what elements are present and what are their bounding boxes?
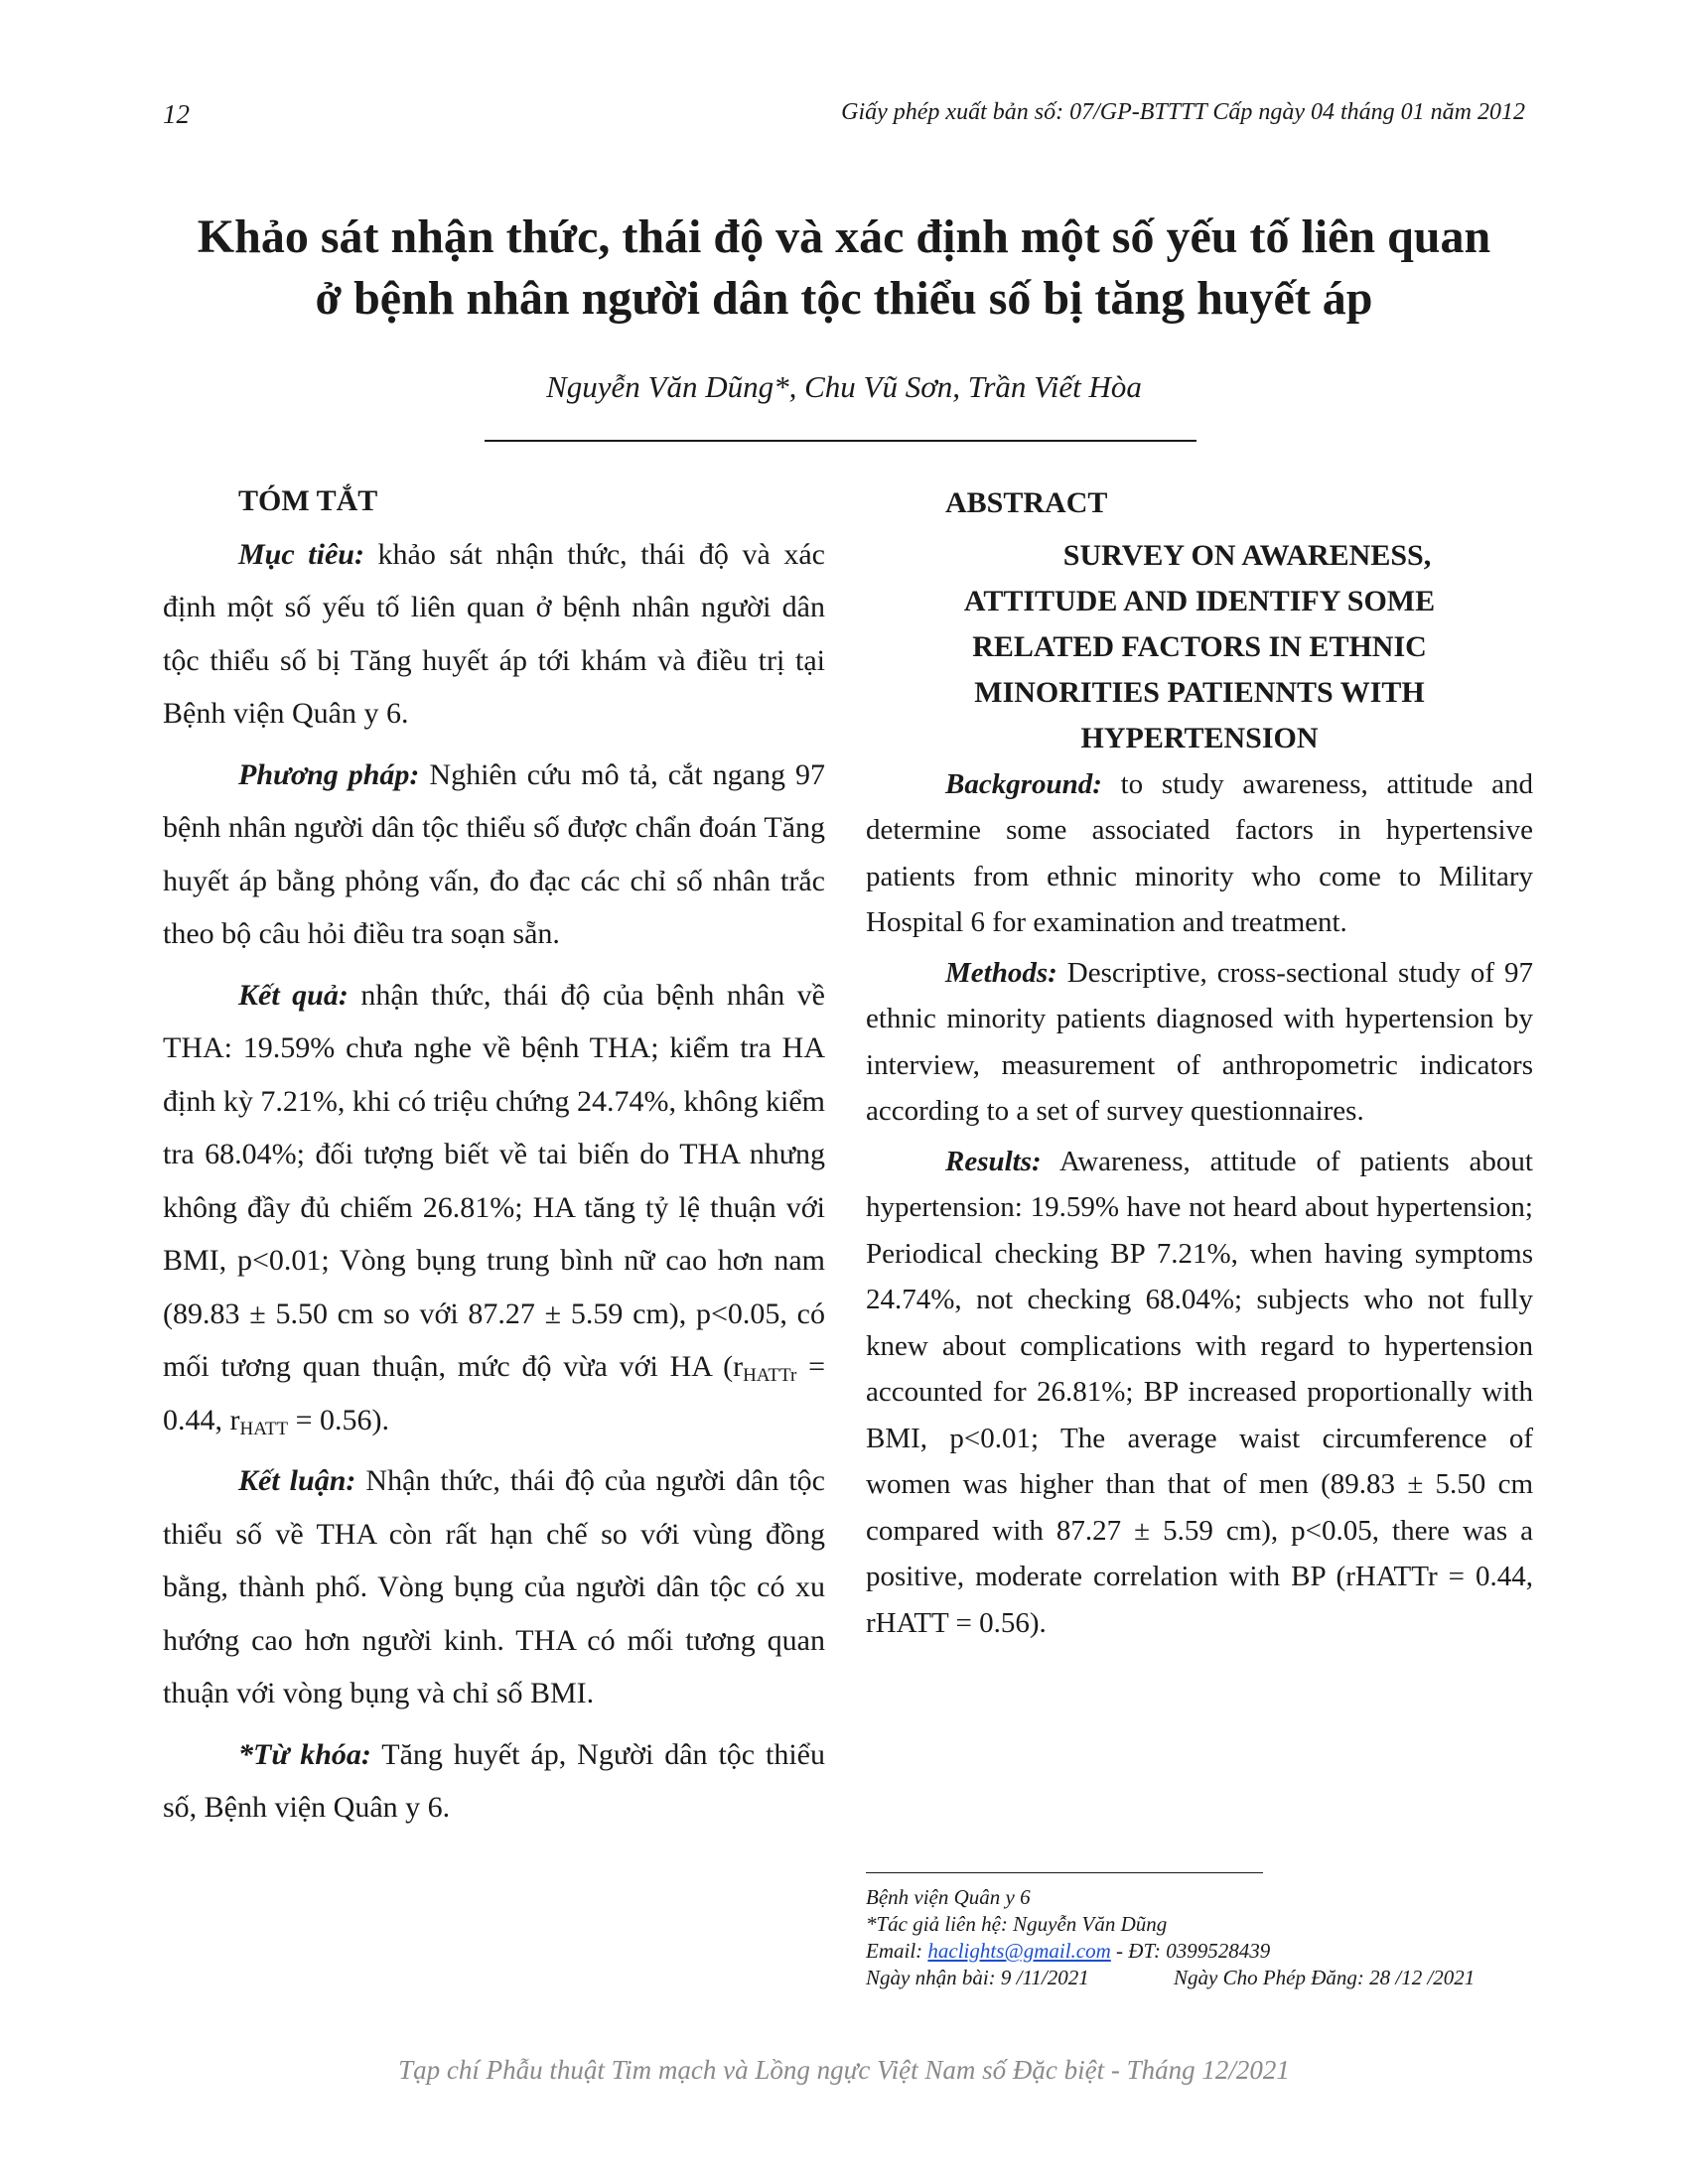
page-number: 12	[163, 99, 190, 129]
objective-label: Mục tiêu:	[238, 537, 364, 571]
footnote-corresponding-author: *Tác giả liên hệ: Nguyễn Văn Dũng	[866, 1912, 1168, 1936]
keywords-text: Tăng huyết áp, Người dân tộc thiểu số, Bệnh viện Quân y 6.	[163, 1737, 825, 1824]
result-subscript-hatt: HATT	[239, 1418, 289, 1439]
footnote-contact	[866, 1938, 1475, 1965]
method-paragraph	[163, 749, 825, 961]
method-label: Phương pháp:	[238, 757, 420, 791]
english-title-line: ATTITUDE AND IDENTIFY SOME	[963, 584, 1436, 617]
method-text: Nghiên cứu mô tả, cắt ngang 97 bệnh nhân người dân tộc thiểu số được chẩn đoán Tăng huyết áp bằng phỏng vấn, đo đạc các chỉ số nhân trắc theo bộ câu hỏi điều tra soạn sẵn.	[163, 757, 825, 950]
footnotes	[866, 1884, 1475, 1991]
methods-paragraph	[866, 950, 1533, 1135]
author-divider	[485, 440, 1196, 442]
phone-text: - ĐT: 0399528439	[1110, 1939, 1271, 1963]
results-paragraph	[866, 1139, 1533, 1647]
result-paragraph	[163, 969, 825, 1447]
journal-footer: Tạp chí Phẫu thuật Tim mạch và Lồng ngực Việt Nam số Đặc biệt - Tháng 12/2021	[398, 2055, 1290, 2085]
result-label: Kết quả:	[238, 978, 349, 1012]
article-title-line-2: ở bệnh nhân người dân tộc thiểu số bị tăng huyết áp	[315, 272, 1373, 325]
english-title-line: RELATED FACTORS IN ETHNIC	[972, 629, 1427, 663]
email-link[interactable]: haclights@gmail.com	[927, 1939, 1111, 1963]
english-abstract	[866, 480, 1533, 1650]
background-label: Background:	[945, 767, 1102, 800]
objective-paragraph	[163, 528, 825, 741]
received-date: Ngày nhận bài: 9 /11/2021	[866, 1966, 1089, 1989]
article-title-line-1: Khảo sát nhận thức, thái độ và xác định một số yếu tố liên quan	[197, 210, 1491, 263]
result-text-end: = 0.56).	[288, 1403, 389, 1436]
background-paragraph	[866, 761, 1533, 946]
english-title-line: HYPERTENSION	[1080, 721, 1319, 754]
vietnamese-abstract	[163, 475, 825, 1843]
methods-label: Methods:	[945, 956, 1057, 989]
footnote-dates	[866, 1965, 1475, 1991]
vietnamese-abstract-heading: TÓM TẮT	[238, 484, 378, 517]
email-label: Email:	[866, 1939, 928, 1963]
conclusion-text: Nhận thức, thái độ của người dân tộc thiểu số về THA còn rất hạn chế so với vùng đồng bằng, thành phố. Vòng bụng của người dân tộc có xu hướng cao hơn người kinh. THA có mối tương quan thuận với vòng bụng và chỉ số BMI.	[163, 1464, 826, 1709]
result-text-mid: = 0.44, r	[163, 1350, 826, 1436]
methods-text: Descriptive, cross-sectional study of 97 ethnic minority patients diagnosed with hypertension by interview, measurement of anthropometric indicators according to a set of survey questionnaires.	[866, 956, 1533, 1127]
english-title-line: MINORITIES PATIENNTS WITH	[974, 675, 1425, 709]
results-label: Results:	[945, 1145, 1042, 1177]
footnote-affiliation: Bệnh viện Quân y 6	[866, 1885, 1031, 1909]
result-subscript-hattr: HATTr	[743, 1365, 797, 1386]
english-abstract-heading: ABSTRACT	[945, 486, 1108, 519]
result-text: nhận thức, thái độ của bệnh nhân về THA: 19.59% chưa nghe về bệnh THA; kiểm tra HA định kỳ 7.21%, khi có triệu chứng 24.74%, không kiểm tra 68.04%; đối tượng biết về tai biến do THA nhưng không đầy đủ chiếm 26.81%; HA tăng tỷ lệ thuận với BMI, p<0.01; Vòng bụng trung bình nữ cao hơn nam (89.83 ± 5.50 cm so với 87.27 ± 5.59 cm), p<0.05, có mối tương quan thuận, mức độ vừa với HA (r	[163, 978, 826, 1383]
keywords-label: *Từ khóa:	[238, 1737, 371, 1771]
background-text: to study awareness, attitude and determine some associated factors in hypertensive patients from ethnic minority who come to Military Hospital 6 for examination and treatment.	[866, 767, 1533, 938]
results-text: Awareness, attitude of patients about hypertension: 19.59% have not heard about hypertension; Periodical checking BP 7.21%, when having symptoms 24.74%, not checking 68.04%; subjects who not fully knew about complications with regard to hypertension accounted for 26.81%; BP increased proportionally with BMI, p<0.01; The average waist circumference of women was higher than that of men (89.83 ± 5.50 cm compared with 87.27 ± 5.59 cm), p<0.05, there was a positive, moderate correlation with BP (rHATTr = 0.44, rHATT = 0.56).	[866, 1145, 1533, 1639]
conclusion-label: Kết luận:	[238, 1464, 356, 1497]
article-title	[119, 206, 1569, 330]
conclusion-paragraph	[163, 1454, 825, 1720]
keywords-paragraph	[163, 1728, 825, 1835]
license-notice: Giấy phép xuất bản số: 07/GP-BTTTT Cấp ngày 04 tháng 01 năm 2012	[841, 99, 1525, 125]
english-title-line: SURVEY ON AWARENESS,	[1062, 538, 1432, 572]
english-title	[866, 533, 1533, 761]
objective-text: khảo sát nhận thức, thái độ và xác định một số yếu tố liên quan ở bệnh nhân người dân tộc thiểu số bị Tăng huyết áp tới khám và điều trị tại Bệnh viện Quân y 6.	[163, 537, 825, 730]
accepted-date: Ngày Cho Phép Đăng: 28 /12 /2021	[1174, 1966, 1476, 1989]
footnote-divider	[866, 1872, 1263, 1873]
author-list: Nguyễn Văn Dũng*, Chu Vũ Sơn, Trần Viết Hòa	[546, 369, 1142, 404]
